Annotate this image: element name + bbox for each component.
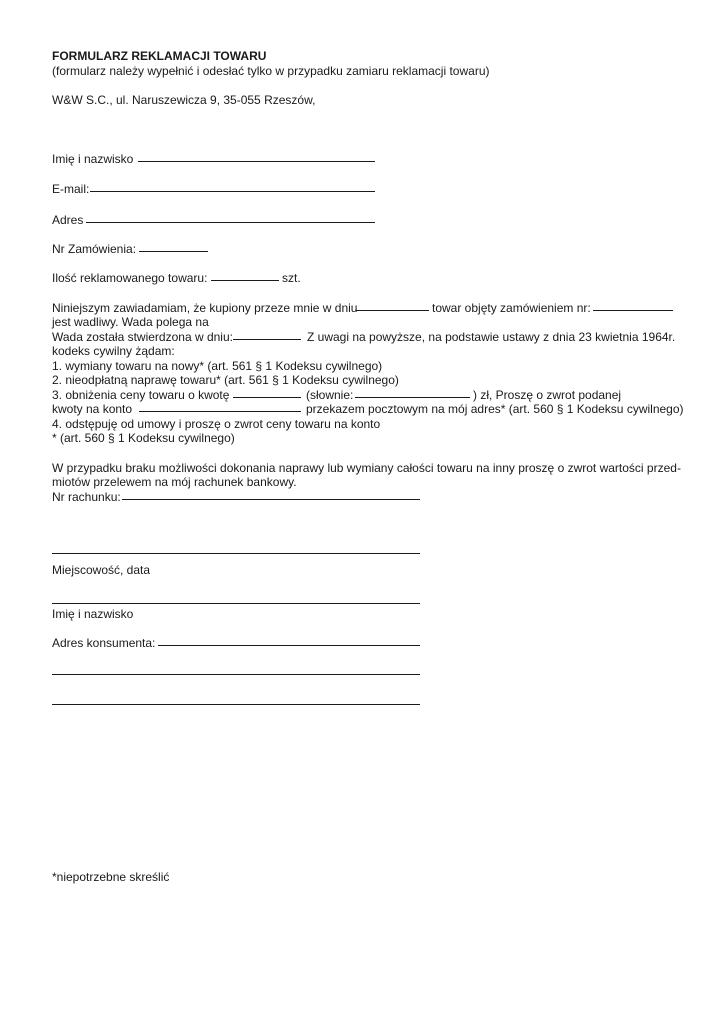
name-label: Imię i nazwisko xyxy=(52,152,134,166)
signature-name-line[interactable] xyxy=(52,603,420,604)
purchase-date-line[interactable] xyxy=(356,310,429,311)
place-date-line[interactable] xyxy=(52,553,420,554)
option-3e: przekazem pocztowym na mój adres* (art. 560 § 1 Kodeksu cywilnego) xyxy=(306,402,684,416)
order-label: Nr Zamówienia: xyxy=(52,242,137,256)
body-line-1b: towar objęty zamówieniem nr: xyxy=(432,301,591,315)
consumer-address-label: Adres konsumenta: xyxy=(52,636,156,650)
consumer-address-line-3[interactable] xyxy=(52,704,420,705)
option-2: 2. nieodpłatną naprawę towaru* (art. 561 § 1 Kodeksu cywilnego) xyxy=(52,373,399,387)
option-1: 1. wymiany towaru na nowy* (art. 561 § 1 Kodeksu cywilnego) xyxy=(52,359,383,373)
option-3c: ) zł, Proszę o zwrot podanej xyxy=(473,388,622,402)
option-3b: (słownie: xyxy=(306,388,354,402)
form-title: FORMULARZ REKLAMACJI TOWARU xyxy=(52,49,267,63)
option-4: 4. odstępuję od umowy i proszę o zwrot ceny towaru na konto xyxy=(52,417,381,431)
company-address: W&W S.C., ul. Naruszewicza 9, 35-055 Rzeszów, xyxy=(52,93,316,107)
refund-line-1: W przypadku braku możliwości dokonania naprawy lub wymiany całości towaru na inny proszę o zwrot wartości przed- xyxy=(52,461,681,475)
body-line-3b: Z uwagi na powyższe, na podstawie ustawy z dnia 23 kwietnia 1964r. xyxy=(307,330,676,344)
place-date-label: Miejscowość, data xyxy=(52,563,151,577)
body-line-4: kodeks cywilny żądam: xyxy=(52,344,175,358)
body-line-3a: Wada została stwierdzona w dniu: xyxy=(52,330,233,344)
consumer-address-line-1[interactable] xyxy=(158,645,420,646)
option-3d: kwoty na konto xyxy=(52,402,133,416)
option-3a: 3. obniżenia ceny towaru o kwotę xyxy=(52,388,230,402)
order-number-line[interactable] xyxy=(593,310,673,311)
qty-input-line[interactable] xyxy=(211,280,279,281)
body-line-1a: Niniejszym zawiadamiam, że kupiony przeze mnie w dniu xyxy=(52,301,358,315)
signature-name-label: Imię i nazwisko xyxy=(52,607,134,621)
amount-words-line[interactable] xyxy=(355,397,470,398)
qty-label: Ilość reklamowanego towaru: xyxy=(52,271,208,285)
qty-unit: szt. xyxy=(282,271,301,285)
amount-line[interactable] xyxy=(233,397,301,398)
body-line-2: jest wadliwy. Wada polega na xyxy=(52,315,209,329)
form-subtitle: (formularz należy wypełnić i odesłać tylko w przypadku zamiaru reklamacji towaru) xyxy=(52,64,490,78)
account-line[interactable] xyxy=(139,411,301,412)
footnote: *niepotrzebne skreślić xyxy=(52,870,170,884)
account-label: Nr rachunku: xyxy=(52,490,121,504)
consumer-address-line-2[interactable] xyxy=(52,674,420,675)
name-input-line[interactable] xyxy=(138,161,375,162)
order-input-line[interactable] xyxy=(139,251,208,252)
account-number-line[interactable] xyxy=(122,499,420,500)
email-label: E-mail: xyxy=(52,182,90,196)
refund-line-2: miotów przelewem na mój rachunek bankowy. xyxy=(52,475,297,489)
defect-date-line[interactable] xyxy=(233,339,301,340)
option-4-note: * (art. 560 § 1 Kodeksu cywilnego) xyxy=(52,431,235,445)
email-input-line[interactable] xyxy=(90,191,375,192)
address-input-line[interactable] xyxy=(86,222,375,223)
address-label: Adres xyxy=(52,213,84,227)
